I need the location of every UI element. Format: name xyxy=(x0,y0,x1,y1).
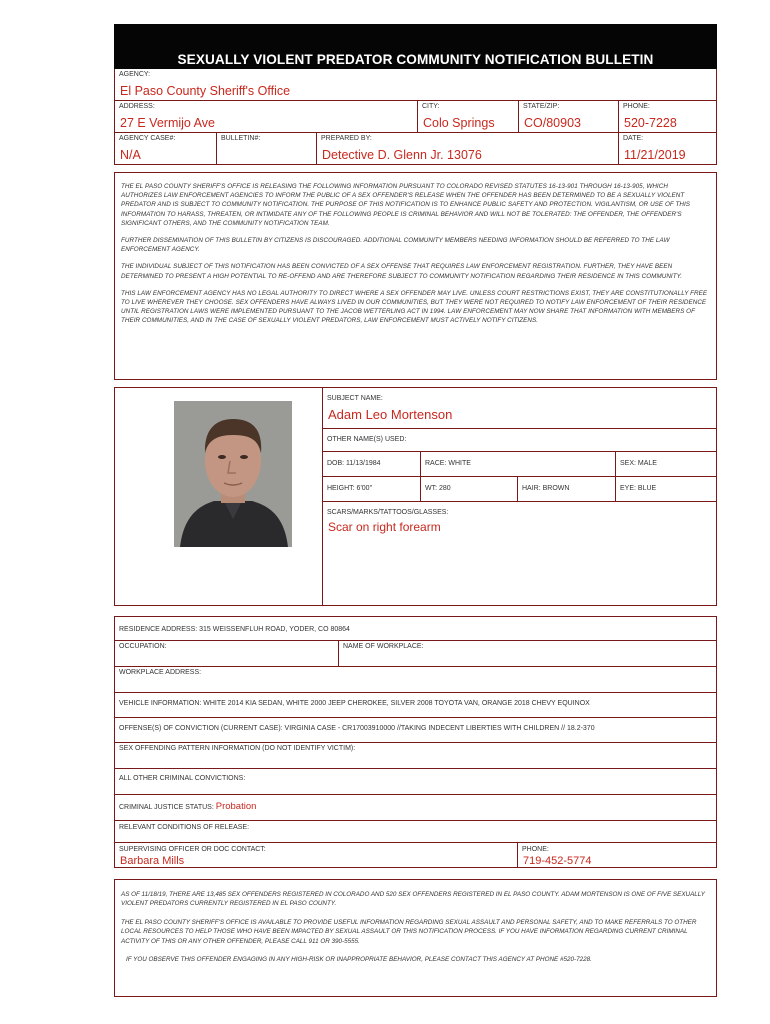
officer-name: Barbara Mills xyxy=(120,855,185,867)
pattern-label: SEX OFFENDING PATTERN INFORMATION (DO NOT IDENTIFY VICTIM): xyxy=(119,745,356,752)
height-field: HEIGHT: 6'00" xyxy=(327,485,373,492)
agency-city: Colo Springs xyxy=(423,116,495,130)
footer-paragraph: THE EL PASO COUNTY SHERIFF'S OFFICE IS AVAILABLE TO PROVIDE USEFUL INFORMATION REGARDING SEXUAL ASSAULT AND PERSONAL SAFETY, AND TO MAKE REFERRALS TO OTHER LOCAL RESOURCES TO HELP THOSE WHO HAVE BEEN IMPACTED BY SEXUAL ASSAULT OR THIS NOTIFICATION PROCESS. IF YOU HAVE INFORMATION REGARDING CURRENT CRIMINAL ACTIVITY OF THIS OR ANY OTHER OFFENDER, PLEASE CALL 911 OR 390-5555. xyxy=(121,918,697,945)
address-row xyxy=(114,101,717,133)
hair-field: HAIR: BROWN xyxy=(522,485,570,492)
occupation-row xyxy=(114,641,717,667)
bulletin-header xyxy=(114,24,717,69)
bulletin-page xyxy=(114,24,717,997)
subject-name: Adam Leo Mortenson xyxy=(328,407,453,422)
officer-phone: 719-452-5774 xyxy=(523,855,592,867)
agency-phone: 520-7228 xyxy=(624,116,677,130)
agency-label: AGENCY: xyxy=(119,71,151,78)
scars-label: SCARS/MARKS/TATTOOS/GLASSES: xyxy=(327,509,449,516)
officer-label: SUPERVISING OFFICER OR DOC CONTACT: xyxy=(119,846,266,853)
conditions-row xyxy=(114,821,717,843)
address-label: ADDRESS: xyxy=(119,103,155,110)
status-label-text: CRIMINAL JUSTICE STATUS: xyxy=(119,804,214,811)
date-label: DATE: xyxy=(623,135,644,142)
residence-address: RESIDENCE ADDRESS: 315 WEISSENFLUH ROAD, YODER, CO 80864 xyxy=(119,626,350,633)
city-label: CITY: xyxy=(422,103,440,110)
other-names-label: OTHER NAME(S) USED: xyxy=(327,436,407,443)
agency-statezip: CO/80903 xyxy=(524,116,581,130)
workplace-name-label: NAME OF WORKPLACE: xyxy=(343,643,424,650)
subject-name-label: SUBJECT NAME: xyxy=(327,395,383,402)
phone-label: PHONE: xyxy=(623,103,650,110)
notice-paragraph: FURTHER DISSEMINATION OF THIS BULLETIN BY CITIZENS IS DISCOURAGED. ADDITIONAL COMMUNITY MEMBERS NEEDING INFORMATION SHOULD BE REFERRED TO THE LAW ENFORCEMENT AGENCY. xyxy=(121,237,670,254)
dob-field: DOB: 11/13/1984 xyxy=(327,460,381,467)
weight-field: WT: 280 xyxy=(425,485,451,492)
convictions-label: ALL OTHER CRIMINAL CONVICTIONS: xyxy=(119,775,246,782)
offense-row xyxy=(114,718,717,743)
footer-paragraph: AS OF 11/18/19, THERE ARE 13,485 SEX OFFENDERS REGISTERED IN COLORADO AND 520 SEX OFFENDERS REGISTERED IN EL PASO COUNTY. ADAM MORTENSON IS ONE OF FIVE SEXUALLY VIOLENT PREDATORS CURRENTLY REGISTERED IN EL PASO COUNTY. xyxy=(121,891,705,908)
prepared-label: PREPARED BY: xyxy=(321,135,372,142)
conditions-label: RELEVANT CONDITIONS OF RELEASE: xyxy=(119,824,250,831)
bulletin-date: 11/21/2019 xyxy=(624,148,686,162)
status-row xyxy=(114,795,717,821)
footer-paragraph: IF YOU OBSERVE THIS OFFENDER ENGAGING IN ANY HIGH-RISK OR INAPPROPRIATE BEHAVIOR, PLEASE CONTACT THIS AGENCY AT PHONE #520-7228. xyxy=(126,956,592,964)
officer-phone-label: PHONE: xyxy=(522,846,549,853)
race-field: RACE: WHITE xyxy=(425,460,471,467)
case-row xyxy=(114,133,717,165)
case-label: AGENCY CASE#: xyxy=(119,135,176,142)
footer-section xyxy=(114,879,717,997)
occupation-label: OCCUPATION: xyxy=(119,643,167,650)
agency-name: El Paso County Sheriff's Office xyxy=(120,84,291,98)
notice-section xyxy=(114,172,717,380)
pattern-row xyxy=(114,743,717,769)
notice-paragraph: THE INDIVIDUAL SUBJECT OF THIS NOTIFICATION HAS BEEN CONVICTED OF A SEX OFFENSE THAT REQUIRES LAW ENFORCEMENT REGISTRATION. FURTHER, THEY HAVE BEEN DETERMINED TO PRESENT A HIGH POTENTIAL TO RE-OFFEND AND ARE THEREFORE SUBJECT TO COMMUNITY NOTIFICATION REGARDING THEIR RESIDENCE IN THIS COMMUNITY. xyxy=(121,263,683,280)
workplace-address-label: WORKPLACE ADDRESS: xyxy=(119,669,202,676)
eye-field: EYE: BLUE xyxy=(620,485,657,492)
vehicle-info: VEHICLE INFORMATION: WHITE 2014 KIA SEDAN, WHITE 2000 JEEP CHEROKEE, SILVER 2008 TOYOTA VAN, ORANGE 2018 CHEVY EQUINOX xyxy=(119,700,590,707)
subject-photo-image xyxy=(174,401,292,547)
bulletin-title: SEXUALLY VIOLENT PREDATOR COMMUNITY NOTIFICATION BULLETIN xyxy=(177,52,654,67)
status-label xyxy=(119,801,256,812)
offense-info: OFFENSE(S) OF CONVICTION (CURRENT CASE): VIRGINIA CASE - CR17003910000 //TAKING INDECENT LIBERTIES WITH CHILDREN // 18.2-370 xyxy=(119,725,595,732)
workplace-address-row xyxy=(114,667,717,693)
bulletin-label: BULLETIN#: xyxy=(221,135,261,142)
officer-row xyxy=(114,843,717,868)
agency-address: 27 E Vermijo Ave xyxy=(120,116,215,130)
prepared-by: Detective D. Glenn Jr. 13076 xyxy=(322,148,482,162)
notice-paragraph: THIS LAW ENFORCEMENT AGENCY HAS NO LEGAL AUTHORITY TO DIRECT WHERE A SEX OFFENDER MAY LIVE. UNLESS COURT RESTRICTIONS EXIST, THEY ARE CONSTITUTIONALLY FREE TO LIVE WHEREVER THEY CHOOSE. SEX OFFENDERS HAVE ALWAYS LIVED IN OUR COMMUNITIES, BUT THEY WERE NOT REQUIRED TO NOTIFY LAW ENFORCEMENT OF THEIR RESIDENCE UNTIL REGISTRATION LAWS WERE IMPLEMENTED PURSUANT TO THE JACOB WETTERLING ACT IN 1994. LAW ENFORCEMENT MAY NOW SHARE THAT INFORMATION WITH MEMBERS OF THEIR COMMUNITIES, AND IN THE CASE OF SEXUALLY VIOLENT PREDATORS, LAW ENFORCEMENT MUST ACTIVELY NOTIFY CITIZENS. xyxy=(121,289,708,325)
agency-row xyxy=(114,69,717,101)
sex-field: SEX: MALE xyxy=(620,460,657,467)
vehicle-row xyxy=(114,693,717,718)
residence-row xyxy=(114,616,717,641)
scars-value: Scar on right forearm xyxy=(328,520,441,534)
statezip-label: STATE/ZIP: xyxy=(523,103,560,110)
subject-details xyxy=(322,388,716,605)
subject-photo xyxy=(174,401,292,547)
subject-section xyxy=(114,387,717,606)
status-value: Probation xyxy=(215,801,257,812)
agency-case: N/A xyxy=(120,148,141,162)
notice-paragraph: THE EL PASO COUNTY SHERIFF'S OFFICE IS RELEASING THE FOLLOWING INFORMATION PURSUANT TO COLORADO REVISED STATUTES 16-13-901 THROUGH 16-13-905, WHICH AUTHORIZES LAW ENFORCEMENT AGENCIES TO INFORM THE PUBLIC OF A SEX OFFENDER'S RELEASE WHEN THE OFFENDER HAS BEEN DETERMINED TO BE A SEXUALLY VIOLENT PREDATOR AND IS SUBJECT TO COMMUNITY NOTIFICATION. THE PURPOSE OF THIS NOTIFICATION IS TO ENHANCE PUBLIC SAFETY AND PROTECTION. VIGILANTISM, OR USE OF THIS INFORMATION TO HARASS, THREATEN, OR INTIMIDATE ANY OF THE FOLLOWING PEOPLE IS CRIMINAL BEHAVIOR AND WILL NOT BE TOLERATED: THE OFFENDER, THE OFFENDER'S SIGNIFICANT OTHERS, AND THE COMMUNITY NOTIFICATION TEAM. xyxy=(121,183,691,227)
convictions-row xyxy=(114,769,717,795)
